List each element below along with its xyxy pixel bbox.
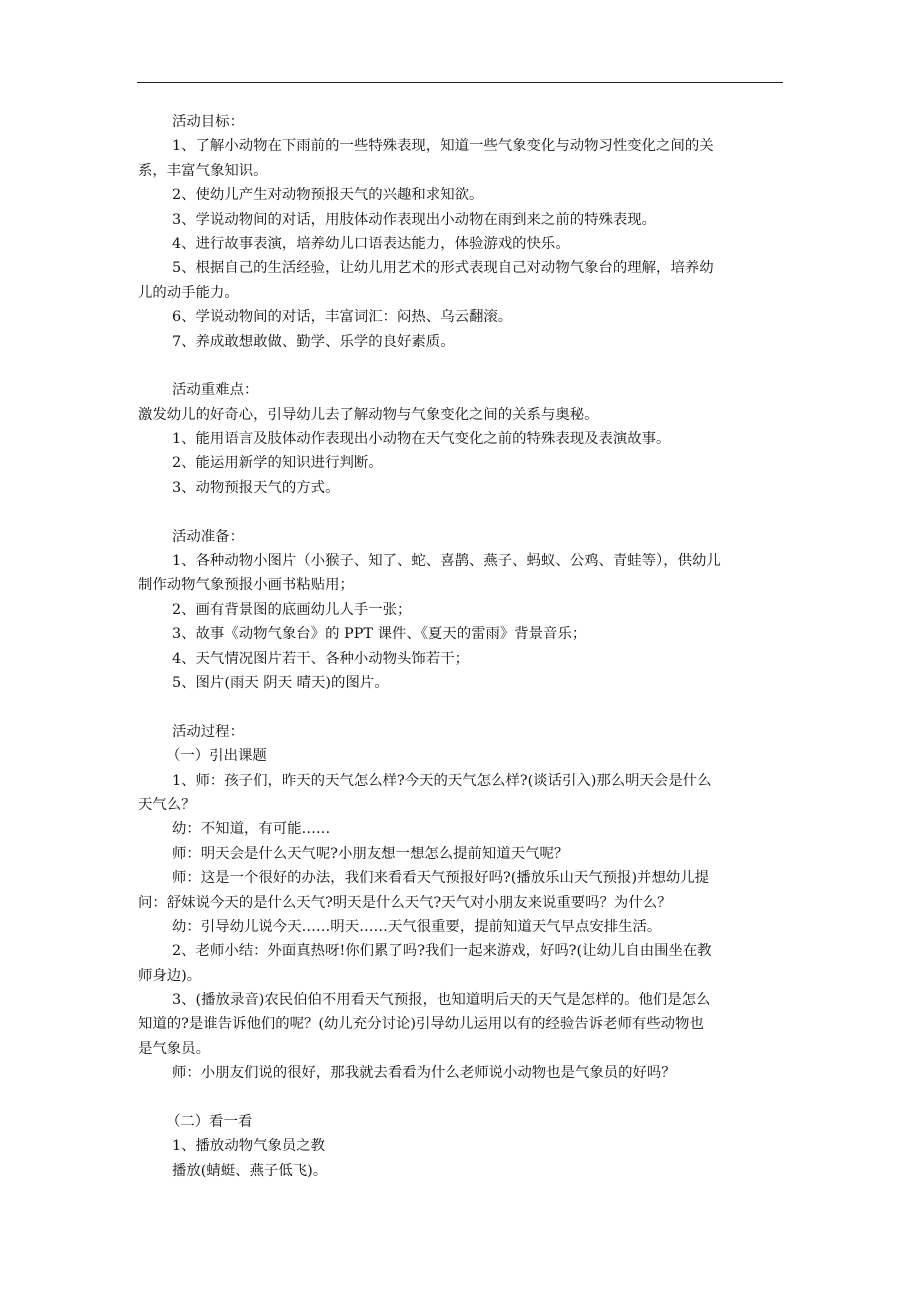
process-paragraph-6: 2、老师小结：外面真热呀!你们累了吗?我们一起来游戏，好吗?(让幼儿自由围坐在教 师身边)。 [138,943,712,984]
process-part2-line-1: 1、播放动物气象员之教 [172,1138,326,1155]
section-process [138,720,788,1183]
process-paragraph-2: 幼：不知道，有可能…… [172,821,331,838]
section-heading-process: 活动过程： [172,723,244,740]
preparation-item-3: 3、故事《动物气象台》的 PPT 课件、《夏天的雷雨》背景音乐； [172,626,587,643]
section-preparation [138,525,788,696]
process-paragraph-4: 师：这是一个很好的办法，我们来看看天气预报好吗?(播放乐山天气预报)并想幼儿提 问：舒妹说今天的是什么天气?明天是什么天气?天气对小朋友来说重要吗？为什么？ [138,870,710,911]
goal-item-2: 2、使幼儿产生对动物预报天气的兴趣和求知欲。 [172,187,484,204]
preparation-item-1: 1、各种动物小图片（小猴子、知了、蛇、喜鹊、燕子、蚂蚁、公鸡、青蛙等），供幼儿 制作动物气象预报小画书粘贴用； [138,553,721,594]
key-points-intro: 激发幼儿的好奇心，引导幼儿去了解动物与气象变化之间的关系与奥秘。 [138,406,599,423]
goal-item-1: 1、了解小动物在下雨前的一些特殊表现，知道一些气象变化与动物习性变化之间的关 系，丰富气象知识。 [138,138,714,179]
spacer [138,500,788,524]
spacer [138,354,788,378]
process-part2-line-2: 播放(蜻蜓、燕子低飞)。 [172,1162,328,1179]
document-body [138,110,788,1183]
key-point-item-3: 3、动物预报天气的方式。 [172,479,340,496]
key-point-item-2: 2、能运用新学的知识进行判断。 [172,455,383,472]
section-heading-goals: 活动目标： [172,114,244,130]
section-goals [138,110,788,354]
preparation-item-4: 4、天气情况图片若干、各种小动物头饰若干； [172,650,469,667]
goal-item-5: 5、根据自己的生活经验，让幼儿用艺术的形式表现自己对动物气象台的理解，培养幼 儿的动手能力。 [138,260,714,301]
process-part1-title: （一）引出课题 [166,748,267,765]
goal-item-6: 6、学说动物间的对话，丰富词汇：闷热、乌云翻滚。 [172,309,513,326]
spacer [138,695,788,719]
goal-item-7: 7、养成敢想敢做、勤学、乐学的良好素质。 [172,333,455,350]
process-part2-title: （二）看一看 [166,1114,253,1131]
process-paragraph-7: 3、(播放录音)农民伯伯不用看天气预报，也知道明后天的天气是怎样的。他们是怎么 知道的?是谁告诉他们的呢？(幼儿充分讨论)引导幼儿运用以有的经验告诉老师有些动物也 是气象员。 [138,992,711,1057]
preparation-item-5: 5、图片(雨天 阴天 晴天)的图片。 [172,674,389,691]
goal-item-3: 3、学说动物间的对话，用肢体动作表现出小动物在雨到来之前的特殊表现。 [172,211,657,228]
process-paragraph-8: 师：小朋友们说的很好，那我就去看看为什么老师说小动物也是气象员的好吗？ [172,1065,676,1082]
spacer [138,1086,788,1110]
preparation-item-2: 2、画有背景图的底画幼儿人手一张； [172,601,412,618]
section-heading-preparation: 活动准备： [172,528,244,545]
section-key-points [138,378,788,500]
header-rule [137,82,783,83]
section-heading-key-points: 活动重难点： [172,382,259,399]
process-paragraph-3: 师：明天会是什么天气呢?小朋友想一想怎么提前知道天气呢？ [172,845,569,862]
process-paragraph-1: 1、师：孩子们，昨天的天气怎么样?今天的天气怎么样?(谈话引入)那么明天会是什么 天气么？ [138,772,712,813]
process-paragraph-5: 幼：引导幼儿说今天……明天……天气很重要，提前知道天气早点安排生活。 [172,918,662,935]
key-point-item-1: 1、能用语言及肢体动作表现出小动物在天气变化之前的特殊表现及表演故事。 [172,431,671,448]
goal-item-4: 4、进行故事表演，培养幼儿口语表达能力，体验游戏的快乐。 [172,235,570,252]
